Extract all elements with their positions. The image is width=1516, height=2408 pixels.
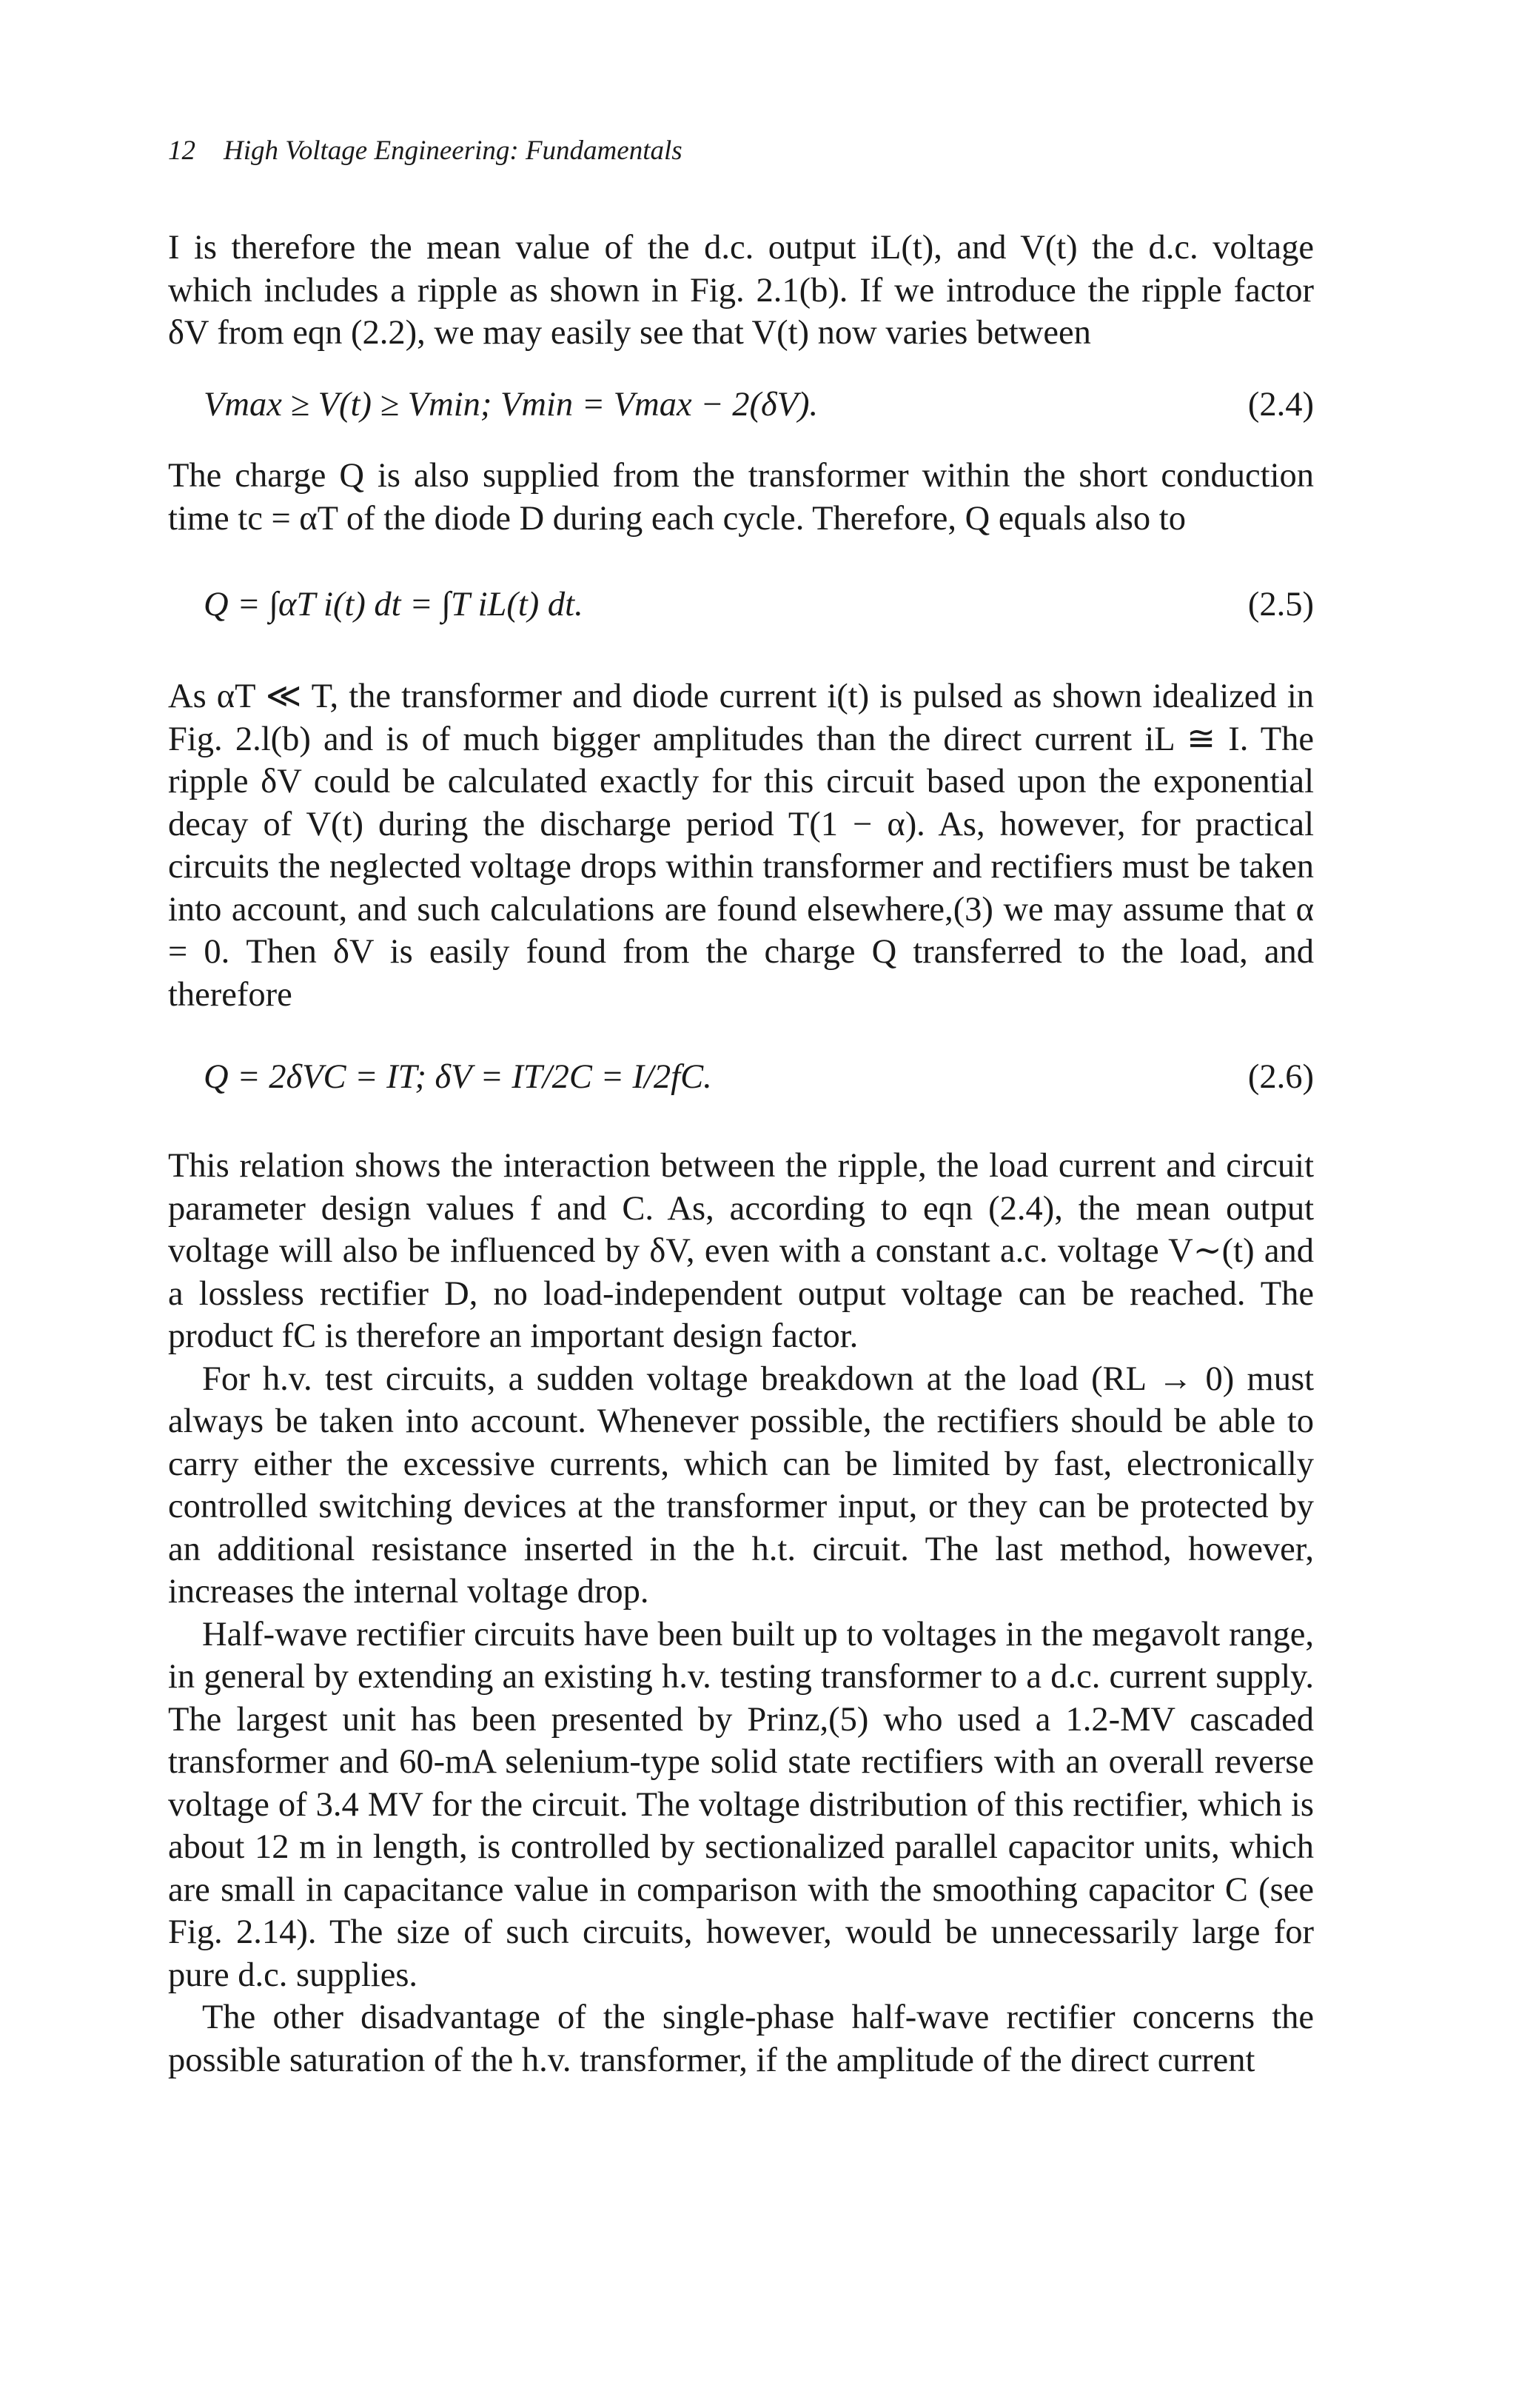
equation-2-5 [168,585,1314,674]
page-number: 12 [168,136,195,166]
paragraph-2-text: The charge Q is also supplied from the transformer within the short conduction time tc = αT of the diode D during each cycle. Therefore, Q equals also to [168,457,1314,538]
equation-2-6-body: Q = 2δVC = IT; δV = IT/2C = I/2fC. [204,1058,712,1096]
paragraph-1-text: I is therefore the mean value of the d.c. output iL(t), and V(t) the d.c. voltage which includes a ripple as shown in Fig. 2.1(b). If we introduce the ripple factor δV from eqn (2.2), we may easily see that V(t) now varies between [168,229,1314,352]
equation-2-6 [168,1057,1314,1146]
equation-2-4-number: (2.4) [1247,386,1314,424]
paragraph-7-text: The other disadvantage of the single-phase half-wave rectifier concerns the possible saturation of the h.v. transformer, if the amplitude of the direct current [168,1999,1314,2079]
equation-2-5-number: (2.5) [1247,586,1314,623]
paragraph-3-text: As αT ≪ T, the transformer and diode current i(t) is pulsed as shown idealized in Fig. 2.l(b) and is of much bigger amplitudes than the direct current iL ≅ I. The ripple δV could be calculated exactly for this circuit based upon the exponential decay of V(t) during the discharge period T(1 − α). As, however, for practical circuits the neglected voltage drops within transformer and rectifiers must be taken into account, and such calculations are found elsewhere,(3) we may assume that α = 0. Then δV is easily found from the charge Q transferred to the load, and therefore [168,678,1314,1014]
running-header [168,135,682,167]
equation-2-6-number: (2.6) [1247,1058,1314,1096]
equation-2-5-body: Q = ∫αT i(t) dt = ∫T iL(t) dt. [204,586,583,623]
paragraph-5-text: For h.v. test circuits, a sudden voltage breakdown at the load (RL → 0) must always be taken into account. Whenever possible, the rectifiers should be able to carry either the excessive currents, which can be limited by fast, electronically controlled switching devices at the transformer input, or they can be protected by an additional resistance inserted in the h.t. circuit. The last method, however, increases the internal voltage drop. [168,1359,1314,1611]
paragraph-group-lower [168,1145,1314,2081]
equation-2-4-body: Vmax ≥ V(t) ≥ Vmin; Vmin = Vmax − 2(δV). [204,386,819,424]
paragraph-3 [168,675,1314,1016]
running-title: High Voltage Engineering: Fundamentals [224,136,682,166]
paragraph-1 [168,227,1314,355]
paragraph-4-text: This relation shows the interaction between the ripple, the load current and circuit parameter design values f and C. As, according to eqn (2.4), the mean output voltage will also be influenced by δV, even with a constant a.c. voltage V∼(t) and a lossless rectifier D, no load-independent output voltage can be reached. The product fC is therefore an important design factor. [168,1147,1314,1355]
paragraph-6-text: Half-wave rectifier circuits have been built up to voltages in the megavolt range, in general by extending an existing h.v. testing transformer to a d.c. current supply. The largest unit has been presented by Prinz,(5) who used a 1.2-MV cascaded transformer and 60-mA selenium-type solid state rectifiers with an overall reverse voltage of 3.4 MV for the circuit. The voltage distribution of this rectifier, which is about 12 m in length, is controlled by sectionalized parallel capacitor units, which are small in capacitance value in comparison with the smoothing capacitor C (see Fig. 2.14). The size of such circuits, however, would be unnecessarily large for pure d.c. supplies. [168,1615,1314,1994]
paragraph-2 [168,455,1314,540]
